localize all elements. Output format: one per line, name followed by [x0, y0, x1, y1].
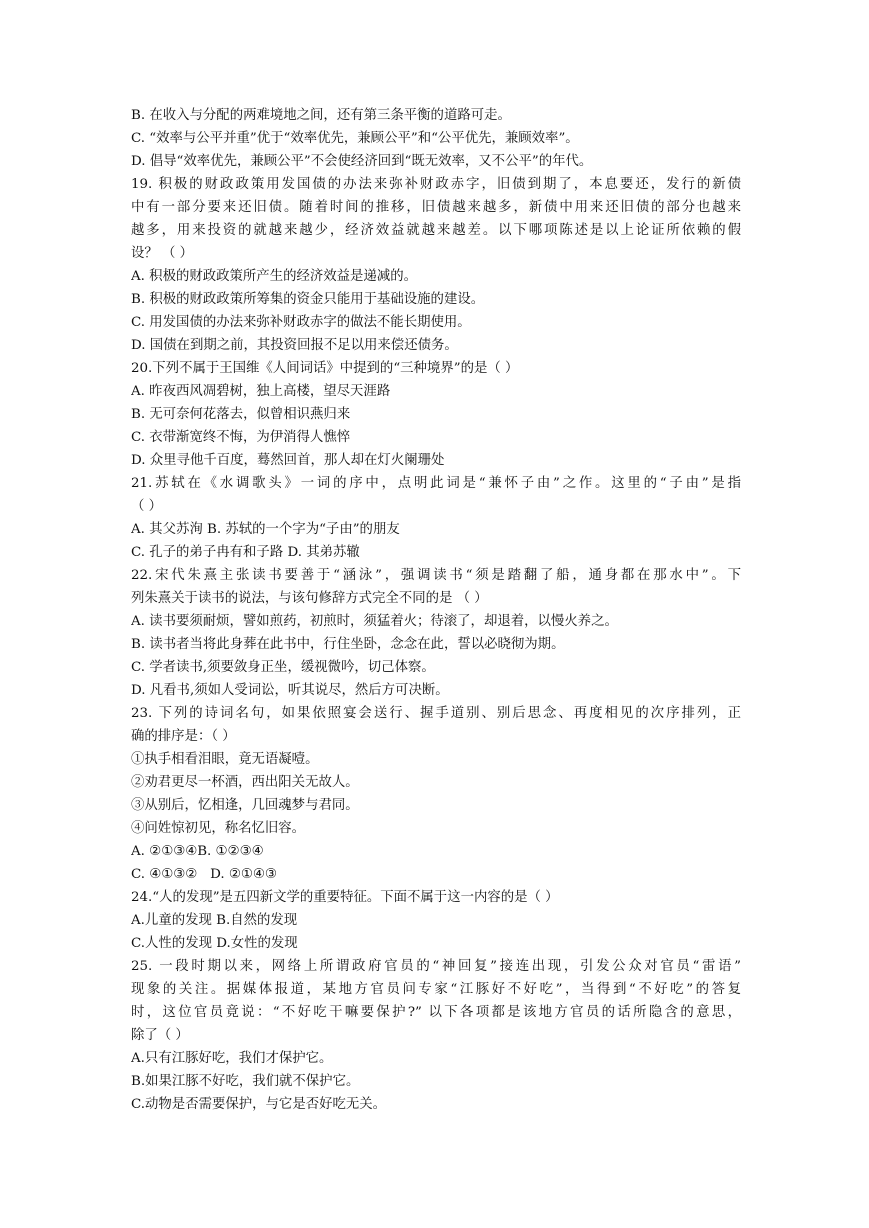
text-line: 设？ （ ） [131, 246, 194, 261]
text-line: A. 积极的财政政策所产生的经济效益是递减的。 [131, 269, 417, 284]
text-line: A. 读书要须耐烦，譬如煎药，初煎时，须猛着火；待滚了，却退着，以慢火养之。 [131, 614, 618, 629]
text-line: C.动物是否需要保护，与它是否好吃无关。 [131, 1097, 387, 1112]
text-line: C. 孔子的弟子冉有和子路 D. 其弟苏辙 [131, 545, 360, 560]
text-line: C.人性的发现 D.女性的发现 [131, 936, 298, 951]
text-line: A. ②①③④B. ①②③④ [131, 844, 264, 859]
text-line: D. 国债在到期之前，其投资回报不足以用来偿还债务。 [131, 338, 458, 353]
text-line: 时，这位官员竟说：“不好吃干嘛要保护?” 以下各项都是该地方官员的话所隐含的意思， [131, 1005, 741, 1020]
text-line: 19. 积极的财政政策用发国债的办法来弥补财政赤字，旧债到期了，本息要还，发行的新债 [131, 177, 741, 192]
text-line: D. 众里寻他千百度，蓦然回首，那人却在灯火阑珊处 [131, 453, 445, 468]
text-line: 越多，用来投资的就越来越少，经济效益就越来越差。以下哪项陈述是以上论证所依赖的假 [131, 223, 741, 238]
text-line: A. 其父苏洵 B. 苏轼的一个字为“子由”的朋友 [131, 522, 400, 537]
text-line: 现象的关注。据媒体报道，某地方官员问专家“江豚好不好吃”，当得到“不好吃”的答复 [131, 982, 741, 997]
text-line: C. 学者读书,须要敛身正坐，缓视微吟，切己体察。 [131, 660, 435, 675]
text-line: 21.苏轼在《水调歌头》一词的序中，点明此词是“兼怀子由”之作。这里的“子由”是指 [131, 476, 741, 491]
text-line: 列朱熹关于读书的说法，与该句修辞方式完全不同的是 （ ） [131, 591, 488, 606]
text-line: 中有一部分要来还旧债。随着时间的推移，旧债越来越多，新债中用来还旧债的部分也越来 [131, 200, 741, 215]
text-line: A.只有江豚好吃，我们才保护它。 [131, 1051, 333, 1066]
text-line: C. 用发国债的办法来弥补财政赤字的做法不能长期使用。 [131, 315, 471, 330]
text-line: C. ④①③② D. ②①④③ [131, 867, 277, 882]
text-line: A.儿童的发现 B.自然的发现 [131, 913, 298, 928]
text-line: 除了（ ） [131, 1028, 189, 1043]
text-line: 确的排序是：（ ） [131, 729, 236, 744]
text-line: B.如果江豚不好吃，我们就不保护它。 [131, 1074, 360, 1089]
text-line: 24.“人的发现”是五四新文学的重要特征。下面不属于这一内容的是（ ） [131, 890, 559, 905]
text-line: A. 昨夜西风凋碧树，独上高楼，望尽天涯路 [131, 384, 391, 399]
text-line: ②劝君更尽一杯酒，西出阳关无故人。 [131, 775, 359, 790]
text-line: 22.宋代朱熹主张读书要善于“涵泳”，强调读书“须是踏翻了船，通身都在那水中”。下 [131, 568, 741, 583]
text-line: B. 积极的财政政策所筹集的资金只能用于基础设施的建设。 [131, 292, 485, 307]
text-line: D. 凡看书,须如人受词讼，听其说尽，然后方可决断。 [131, 683, 449, 698]
text-line: B. 读书者当将此身葬在此书中，行住坐卧，念念在此，誓以必晓彻为期。 [131, 637, 565, 652]
text-line: （ ） [131, 499, 163, 514]
text-line: D. 倡导“效率优先，兼顾公平”不会使经济回到“既无效率，又不公平”的年代。 [131, 154, 593, 169]
text-line: ①执手相看泪眼，竟无语凝噎。 [131, 752, 319, 767]
text-line: B. 在收入与分配的两难境地之间，还有第三条平衡的道路可走。 [131, 108, 511, 123]
text-line: 20.下列不属于王国维《人间词话》中提到的“三种境界”的是（ ） [131, 361, 519, 376]
text-line: 25. 一段时期以来，网络上所谓政府官员的“神回复”接连出现，引发公众对官员“雷语” [131, 959, 741, 974]
text-line: ④问姓惊初见，称名忆旧容。 [131, 821, 306, 836]
text-line: B. 无可奈何花落去，似曾相识燕归来 [131, 407, 351, 422]
text-line: ③从别后，忆相逢，几回魂梦与君同。 [131, 798, 359, 813]
text-line: 23. 下列的诗词名句，如果依照宴会送行、握手道别、别后思念、再度相见的次序排列，正 [131, 706, 741, 721]
text-line: C. “效率与公平并重”优于“效率优先，兼顾公平”和“公平优先，兼顾效率”。 [131, 131, 579, 146]
text-line: C. 衣带渐宽终不悔，为伊消得人憔悴 [131, 430, 351, 445]
document-page [131, 104, 741, 1116]
